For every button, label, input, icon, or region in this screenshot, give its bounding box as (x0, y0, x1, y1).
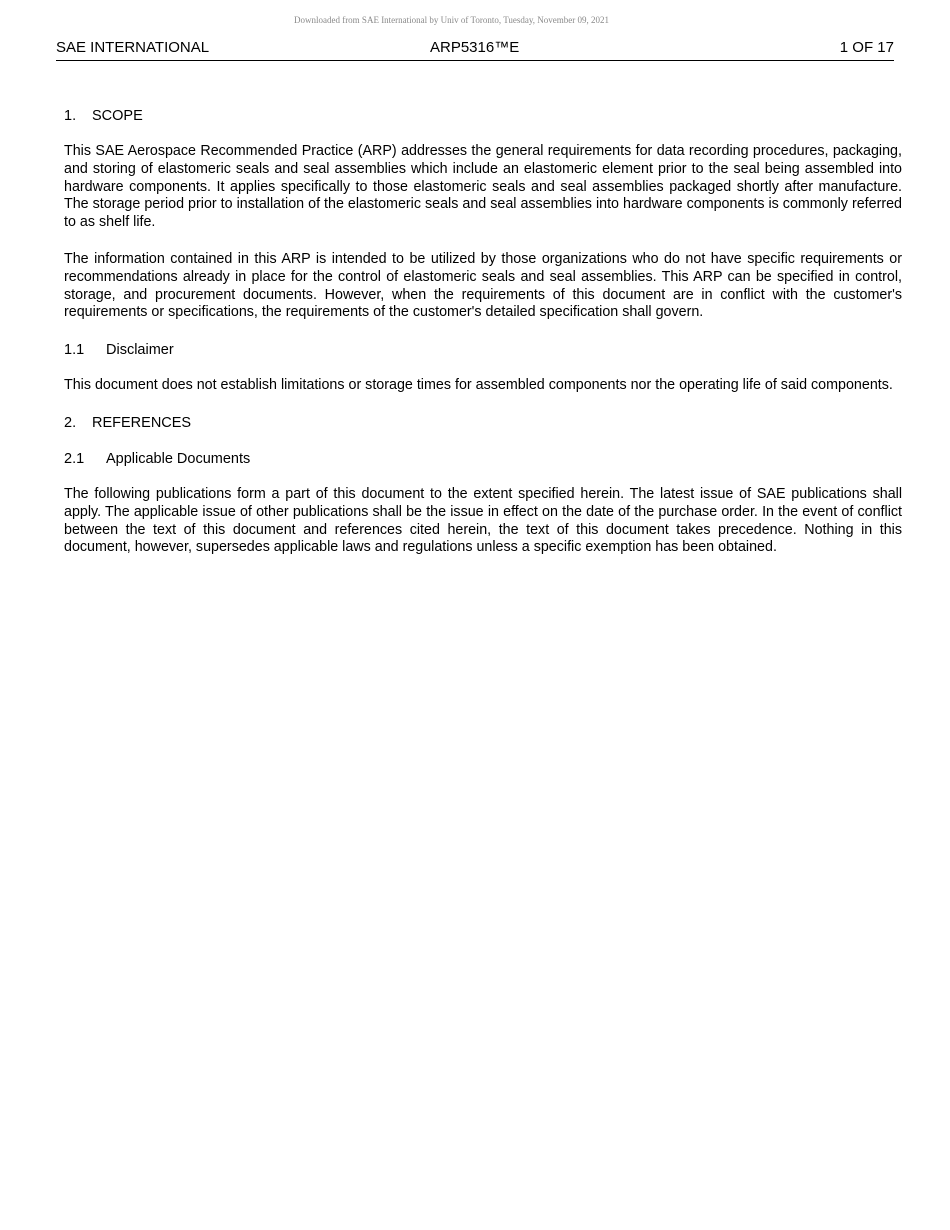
scope-paragraph-1: This SAE Aerospace Recommended Practice (ARP) addresses the general requirements for data recording procedures, packaging, and storing of elastomeric seals and seal assemblies which include an elastomeric element prior to the seal being assembled into hardware components. It applies specifically to those elastomeric seals and seal assemblies packaged shortly after manufacture. The storage period prior to installation of the elastomeric seals and seal assemblies into hardware components is commonly referred to as shelf life. (64, 143, 902, 231)
page-header (56, 38, 894, 61)
section-title: REFERENCES (92, 414, 192, 431)
section-title: SCOPE (92, 108, 143, 124)
section-number: 1.1 (64, 342, 85, 359)
section-title: Disclaimer (106, 342, 174, 359)
section-heading-applicable-documents (64, 450, 902, 468)
section-number: 1. (64, 108, 77, 124)
section-heading-references (64, 414, 902, 432)
section-heading-scope (64, 107, 902, 125)
section-title: Applicable Documents (106, 450, 251, 467)
header-page-number: 1 OF 17 (839, 39, 894, 56)
header-document-number: ARP5316™E (430, 39, 520, 56)
scope-paragraph-2: The information contained in this ARP is intended to be utilized by those organizations who do not have specific requirements or recommendations already in place for the control of elastomeric seals and seal assemblies. This ARP can be specified in control, storage, and procurement documents. However, when the requirements of this document are in conflict with the customer's requirements or specifications, the requirements of the customer's detailed specification shall govern. (64, 250, 902, 321)
section-number: 2. (64, 414, 77, 431)
header-organization: SAE INTERNATIONAL (56, 39, 210, 56)
disclaimer-paragraph: This document does not establish limitations or storage times for assembled components nor the operating life of said components. (64, 377, 893, 394)
applicable-documents-paragraph: The following publications form a part of this document to the extent specified herein. The latest issue of SAE publications shall apply. The applicable issue of other publications shall be the issue in effect on the date of the purchase order. In the event of conflict between the text of this document and references cited herein, the text of this document takes precedence. Nothing in this document, however, supersedes applicable laws and regulations unless a specific exemption has been obtained. (64, 485, 902, 556)
document-body (64, 107, 902, 576)
section-heading-disclaimer (64, 341, 902, 359)
download-watermark: Downloaded from SAE International by Univ of Toronto, Tuesday, November 09, 2021 (293, 15, 610, 25)
section-number: 2.1 (64, 450, 85, 467)
